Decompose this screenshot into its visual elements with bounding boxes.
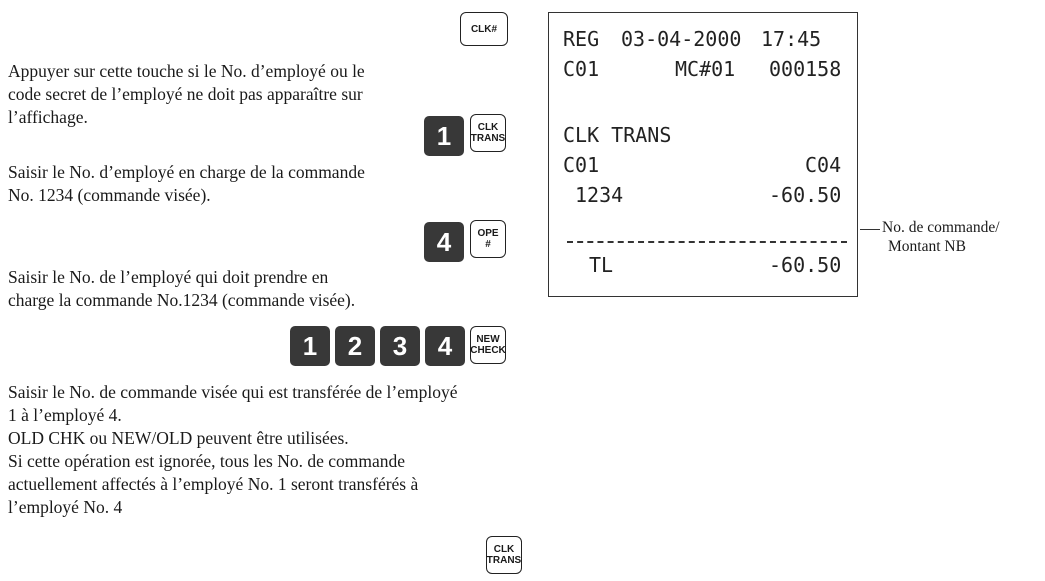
clk-hash-key-label: CLK# xyxy=(470,23,498,35)
step1-line3: l’affichage. xyxy=(8,107,88,127)
digit-4-key xyxy=(424,222,464,262)
annotation xyxy=(882,218,1000,256)
receipt-time: 17:45 xyxy=(761,27,822,51)
clk-trans-key-final-label-bottom: TRANS xyxy=(486,555,522,566)
receipt-divider xyxy=(567,241,847,243)
clk-trans-key-final-label-top: CLK xyxy=(493,544,515,555)
step4-line3: OLD CHK ou NEW/OLD peuvent être utilisées. xyxy=(8,428,349,448)
receipt-order-number: 1234 xyxy=(575,183,624,207)
receipt xyxy=(548,12,858,297)
receipt-consecutive: 000158 xyxy=(769,57,842,81)
annotation-line1: No. de commande/ xyxy=(882,219,1000,236)
receipt-from-clerk: C01 xyxy=(563,153,600,177)
new-check-key-label-top: NEW xyxy=(476,334,500,345)
step3-line2: charge la commande No.1234 (commande visée). xyxy=(8,290,356,310)
receipt-total-amount: -60.50 xyxy=(769,253,842,277)
receipt-machine: MC#01 xyxy=(675,57,736,81)
digit-1-key-step4 xyxy=(290,326,330,366)
clk-trans-key xyxy=(470,114,506,152)
step1-line2: code secret de l’employé ne doit pas apparaître sur xyxy=(8,84,363,104)
step3-line1: Saisir le No. de l’employé qui doit prendre en xyxy=(8,267,329,287)
step4-line2: 1 à l’employé 4. xyxy=(8,405,122,425)
digit-2-key xyxy=(335,326,375,366)
step4-line6: l’employé No. 4 xyxy=(8,497,123,517)
digit-4-key-step4 xyxy=(425,326,465,366)
clk-trans-key-final xyxy=(486,536,522,574)
new-check-key xyxy=(470,326,506,364)
step4-line4: Si cette opération est ignorée, tous les No. de commande xyxy=(8,451,406,471)
step1-line1: Appuyer sur cette touche si le No. d’employé ou le xyxy=(8,61,365,81)
receipt-date: 03-04-2000 xyxy=(621,27,742,51)
clk-trans-key-label-bottom: TRANS xyxy=(470,133,506,144)
digit-4-key-step4-label: 4 xyxy=(437,330,453,361)
digit-2-key-label: 2 xyxy=(347,330,363,361)
digit-3-key-label: 3 xyxy=(392,330,408,361)
receipt-clk-trans: CLK TRANS xyxy=(563,123,672,147)
new-check-key-label-bottom: CHECK xyxy=(470,345,506,356)
digit-1-key xyxy=(424,116,464,156)
receipt-mode: REG xyxy=(563,27,600,51)
receipt-to-clerk: C04 xyxy=(805,153,842,177)
annotation-line2: Montant NB xyxy=(888,238,966,255)
digit-4-key-label: 4 xyxy=(436,226,452,257)
digit-3-key xyxy=(380,326,420,366)
ope-hash-key-label-top: OPE xyxy=(477,228,499,239)
step4-line5: actuellement affectés à l’employé No. 1 seront transférés à xyxy=(8,474,419,494)
receipt-order-amount: -60.50 xyxy=(769,183,842,207)
digit-1-key-label: 1 xyxy=(436,120,452,151)
digit-1-key-step4-label: 1 xyxy=(302,330,318,361)
step4-line1: Saisir le No. de commande visée qui est transférée de l’employé xyxy=(8,382,458,402)
step2-line2: No. 1234 (commande visée). xyxy=(8,185,211,205)
ope-hash-key xyxy=(470,220,506,258)
clk-hash-key xyxy=(460,12,508,46)
receipt-clerk: C01 xyxy=(563,57,600,81)
step2-line1: Saisir le No. d’employé en charge de la commande xyxy=(8,162,365,182)
ope-hash-key-label-bottom: # xyxy=(485,239,491,250)
receipt-total-label: TL xyxy=(589,253,614,277)
clk-trans-key-label-top: CLK xyxy=(477,122,499,133)
annotation-leader-line xyxy=(860,229,880,230)
